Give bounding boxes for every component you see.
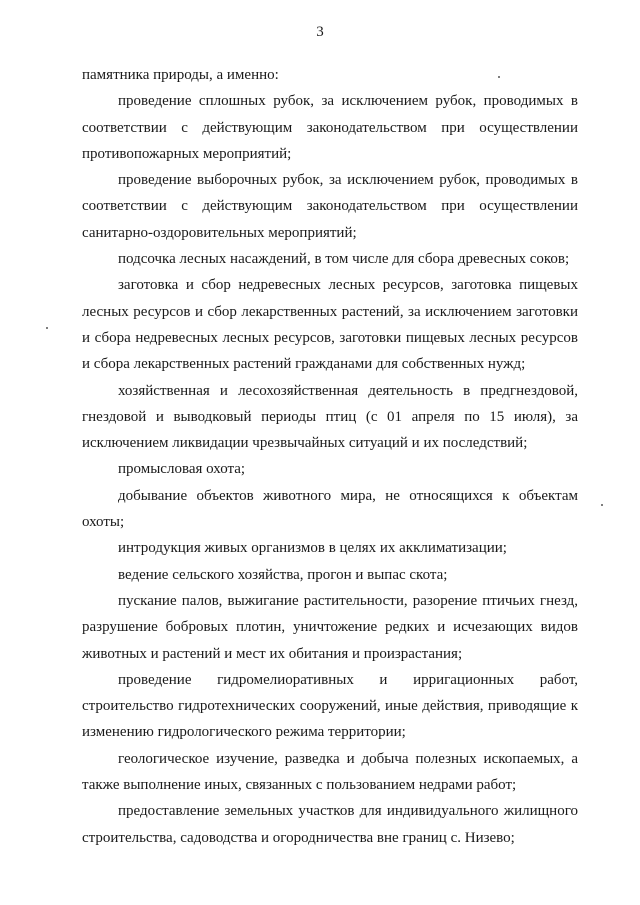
paragraph: предоставление земельных участков для индивидуального жилищного строительства, садоводства и огородничества вне границ с. Низево; <box>82 803 578 846</box>
document-body <box>82 62 578 851</box>
scan-speck <box>46 327 48 329</box>
paragraph: промысловая охота; <box>118 461 246 478</box>
scan-speck <box>498 76 500 78</box>
paragraph: добывание объектов животного мира, не относящихся к объектам охоты; <box>82 487 578 531</box>
paragraph: ведение сельского хозяйства, прогон и выпас скота; <box>118 566 448 583</box>
paragraph: проведение сплошных рубок, за исключением рубок, проводимых в соответствии с действующим законодательством при осуществлении противопожарных мероприятий; <box>82 93 578 162</box>
paragraph: проведение гидромелиоративных и ирригационных работ, строительство гидротехнических сооружений, иные действия, приводящие к изменению гидрологического режима территории; <box>82 671 578 741</box>
paragraph: геологическое изучение, разведка и добыча полезных ископаемых, а также выполнение иных, связанных с пользованием недрами работ; <box>82 750 578 794</box>
paragraph: памятника природы, а именно: <box>82 67 279 83</box>
scan-speck <box>601 504 603 506</box>
paragraph: интродукция живых организмов в целях их акклиматизации; <box>118 540 507 557</box>
paragraph: заготовка и сбор недревесных лесных ресурсов, заготовка пищевых лесных ресурсов и сбор лекарственных растений, за исключением заготовки и сбора недревесных лесных ресурсов, заготовки пищевых лесных ресурсов и сбора лекарственных растений гражданами для собственных нужд; <box>82 277 578 373</box>
paragraph: проведение выборочных рубок, за исключением рубок, проводимых в соответствии с действующим законодательством при осуществлении санитарно-оздоровительных мероприятий; <box>82 172 578 241</box>
paragraph: подсочка лесных насаждений, в том числе для сбора древесных соков; <box>118 251 570 268</box>
paragraph: пускание палов, выжигание растительности, разорение птичьих гнезд, разрушение бобровых плотин, уничтожение редких и исчезающих видов животных и растений и мест их обитания и произрастания; <box>82 592 578 662</box>
paragraph: хозяйственная и лесохозяйственная деятельность в предгнездовой, гнездовой и выводковый периоды птиц (с 01 апреля по 15 июля), за исключением ликвидации чрезвычайных ситуаций и их последствий; <box>82 382 578 452</box>
page-number: 3 <box>316 24 324 40</box>
